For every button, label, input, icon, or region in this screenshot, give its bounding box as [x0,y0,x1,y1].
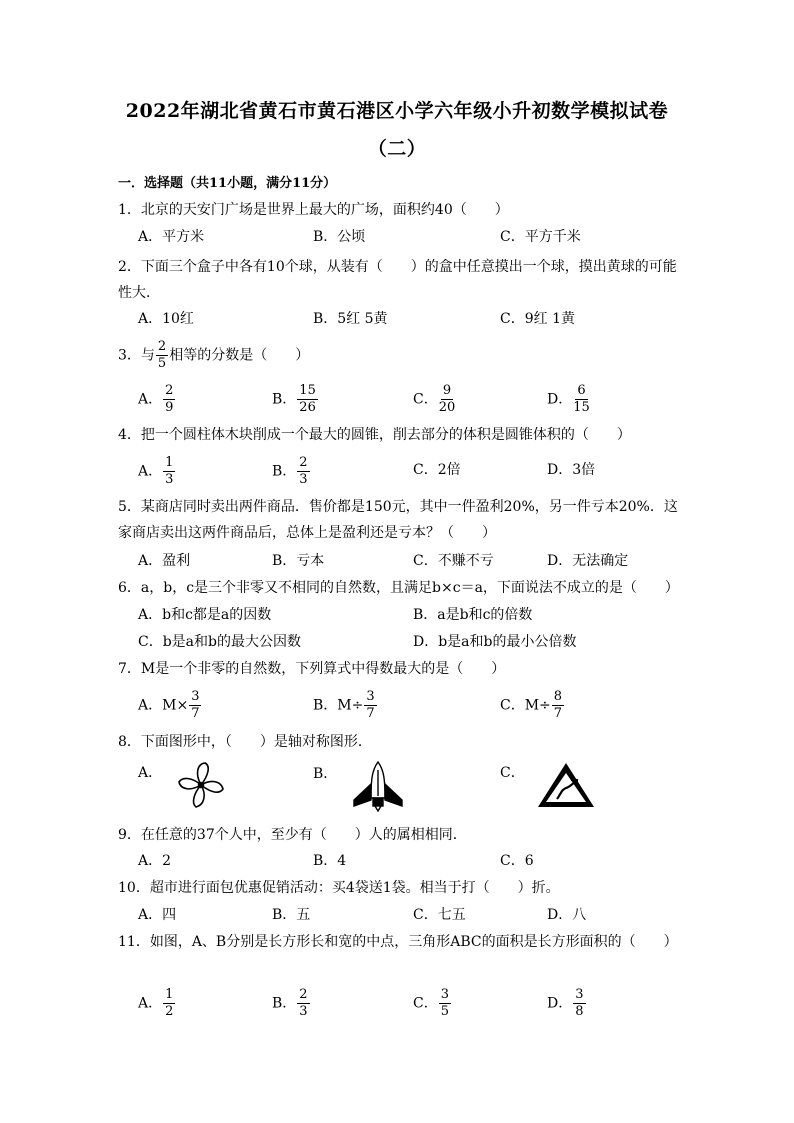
q8-option-c[interactable]: C． [500,760,597,810]
q3-option-b[interactable]: B． $\frac{15}{26}$ [272,383,316,415]
q3-fraction: $\frac{2}{5}$ [157,339,167,371]
q10-option-a[interactable]: A．四 [138,907,177,923]
road-warning-sign-icon [535,760,597,810]
pinwheel-flower-icon [173,760,229,810]
q7-option-a[interactable]: A．M× $\frac{3}{7}$ [138,689,200,721]
question-3 [118,340,683,371]
q9-option-a[interactable]: A．2 [138,853,172,869]
q1-option-c[interactable]: C．平方千米 [500,229,581,245]
question-8: 8．下面图形中，（ ）是轴对称图形． [118,734,372,750]
q5-option-d[interactable]: D．无法确定 [547,553,629,569]
q8-option-a[interactable]: A． [138,760,229,810]
q8-option-b[interactable]: B． [313,760,408,812]
q6-option-d[interactable]: D．b是a和b的最小公倍数 [413,634,577,650]
question-7: 7．M是一个非零的自然数，下列算式中得数最大的是（ ） [118,661,506,677]
q7-option-b[interactable]: B．M÷ $\frac{3}{7}$ [313,689,375,721]
question-2: 2．下面三个盒子中各有10个球，从装有（ ）的盒中任意摸出一个球，摸出黄球的可能性大． [118,259,677,301]
q1-option-b[interactable]: B．公顷 [313,229,366,245]
q4-option-b[interactable]: B． $\frac{2}{3}$ [272,455,308,487]
q2-option-b[interactable]: B．5红 5黄 [313,311,388,327]
page-subtitle: （二） [367,138,427,160]
q9-option-b[interactable]: B．4 [313,853,347,869]
q4-option-d[interactable]: D．3倍 [547,462,596,478]
q10-option-b[interactable]: B．五 [272,907,311,923]
page-title: 2022年湖北省黄石市黄石港区小学六年级小升初数学模拟试卷 [125,100,669,122]
q7-option-c[interactable]: C．M÷ $\frac{8}{7}$ [500,689,563,721]
q11-option-b[interactable]: B． $\frac{2}{3}$ [272,987,308,1019]
q11-option-d[interactable]: D． $\frac{3}{8}$ [547,987,584,1019]
q6-option-a[interactable]: A．b和c都是a的因数 [138,607,272,623]
q10-option-d[interactable]: D．八 [547,907,587,923]
question-6: 6．a，b，c是三个非零又不相同的自然数，且满足b×c＝a，下面说法不成立的是（ ） [118,580,679,596]
rocket-icon [348,760,408,812]
q2-option-a[interactable]: A．10红 [138,311,194,327]
question-5: 5．某商店同时卖出两件商品．售价都是150元，其中一件盈利20%，另一件亏本20%．这家商店卖出这两件商品后，总体上是盈利还是亏本？（ ） [118,499,678,541]
q6-option-b[interactable]: B．a是b和c的倍数 [413,607,533,623]
q10-option-c[interactable]: C．七五 [413,907,466,923]
q2-option-c[interactable]: C．9红 1黄 [500,311,575,327]
q11-option-c[interactable]: C． $\frac{3}{5}$ [413,987,449,1019]
section-heading: 一．选择题（共11小题，满分11分） [118,176,337,191]
q6-option-c[interactable]: C．b是a和b的最大公因数 [138,634,301,650]
q3-option-d[interactable]: D． $\frac{6}{15}$ [547,383,590,415]
q5-option-a[interactable]: A．盈利 [138,553,191,569]
q3-suffix: 相等的分数是（ ） [169,347,310,364]
question-1: 1．北京的天安门广场是世界上最大的广场，面积约40（ ） [118,202,509,218]
question-11: 11．如图，A、B分别是长方形长和宽的中点，三角形ABC的面积是长方形面积的（ ） [118,934,678,950]
question-9: 9．在任意的37个人中，至少有（ ）人的属相相同． [118,827,467,843]
q5-option-b[interactable]: B．亏本 [272,553,325,569]
question-4: 4．把一个圆柱体木块削成一个最大的圆锥，削去部分的体积是圆锥体积的（ ） [118,427,631,443]
q1-option-a[interactable]: A．平方米 [138,229,205,245]
q9-option-c[interactable]: C．6 [500,853,534,869]
q5-option-c[interactable]: C．不赚不亏 [413,553,494,569]
q3-option-a[interactable]: A． $\frac{2}{9}$ [138,383,174,415]
question-10: 10．超市进行面包优惠促销活动：买4袋送1袋。相当于打（ ）折。 [118,880,560,896]
q3-prefix: 3．与 [118,347,155,364]
q11-option-a[interactable]: A． $\frac{1}{2}$ [138,987,174,1019]
q4-option-a[interactable]: A． $\frac{1}{3}$ [138,455,174,487]
q4-option-c[interactable]: C．2倍 [413,462,461,478]
q3-option-c[interactable]: C． $\frac{9}{20}$ [413,383,456,415]
